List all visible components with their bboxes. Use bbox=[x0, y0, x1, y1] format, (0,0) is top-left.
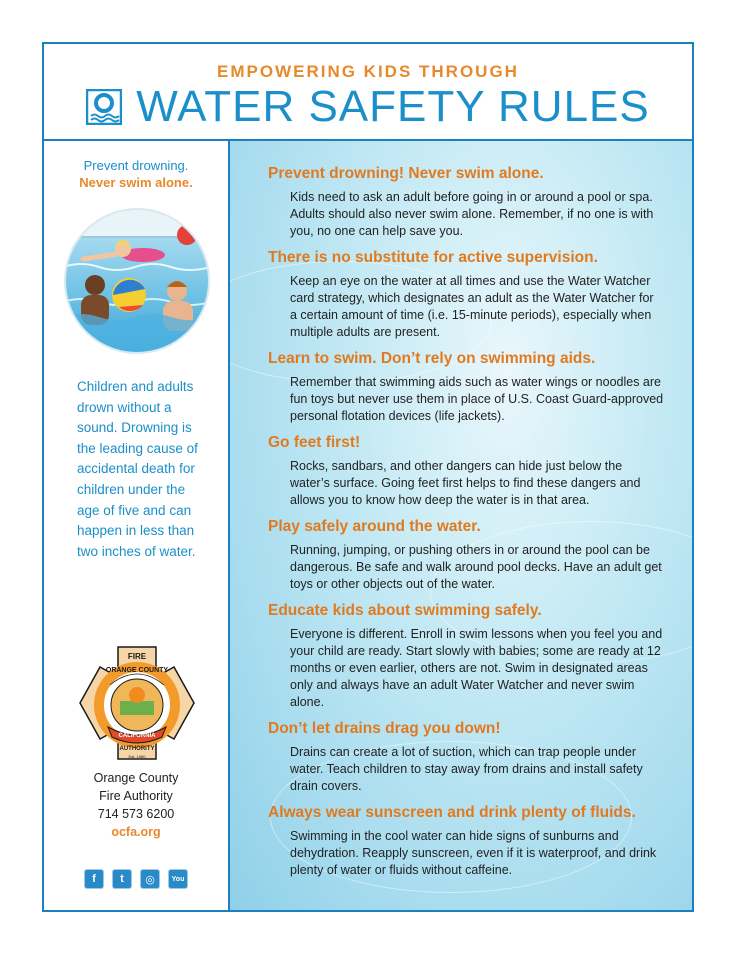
rule-title: Prevent drowning! Never swim alone. bbox=[268, 165, 544, 182]
rule-item bbox=[268, 165, 664, 240]
org-name-line2: Fire Authority bbox=[99, 789, 173, 803]
rule-title: Don’t let drains drag you down! bbox=[268, 720, 501, 737]
facebook-icon[interactable]: f bbox=[84, 869, 104, 889]
youtube-icon[interactable]: You bbox=[168, 869, 188, 889]
rule-item bbox=[268, 720, 664, 795]
org-name: Orange County bbox=[93, 771, 179, 785]
drowning-fact: Children and adults drown without a sound. Drowning is the leading cause of accidental death for children under the age of five and can happen in less than two inches of water. bbox=[77, 379, 198, 559]
badge-top-text: FIRE bbox=[127, 652, 147, 661]
page-title: WATER SAFETY RULES bbox=[136, 82, 650, 131]
org-contact bbox=[44, 769, 228, 841]
rule-text: Kids need to ask an adult before going in or around a pool or spa. Adults should also never swim alone. Remember, if no one is with you, no one can help save you. bbox=[290, 190, 654, 238]
rule-title: Always wear sunscreen and drink plenty of fluids. bbox=[268, 804, 636, 821]
rule-title: Learn to swim. Don’t rely on swimming aids. bbox=[268, 350, 596, 367]
tagline-line1: Prevent drowning. bbox=[83, 158, 189, 173]
life-ring-icon bbox=[86, 89, 122, 125]
tagline-line2: Never swim alone. bbox=[79, 175, 193, 190]
rule-text: Everyone is different. Enroll in swim lessons when you feel you and your child are ready. Start slowly with babies; some are ready at 12 months or even earlier, others are not. Swim in designated areas only and always have an adult Water Watcher and never swim alone. bbox=[290, 627, 663, 709]
org-website-link[interactable]: ocfa.org bbox=[111, 825, 161, 839]
rule-title: Go feet first! bbox=[268, 434, 361, 451]
header-subtitle: EMPOWERING KIDS THROUGH bbox=[217, 62, 519, 81]
rule-text: Drains can create a lot of suction, which can trap people under water. Teach children to stay away from drains and install safety drain covers. bbox=[290, 745, 643, 793]
rule-item bbox=[268, 518, 664, 593]
kids-swimming-illustration bbox=[63, 207, 211, 355]
rule-title: There is no substitute for active supervision. bbox=[268, 249, 598, 266]
title-row bbox=[44, 82, 692, 132]
rule-item bbox=[268, 350, 664, 425]
rule-text: Swimming in the cool water can hide signs of sunburns and dehydration. Reapply sunscreen, even if it is waterproof, and drink plenty of water or fluids without caffeine. bbox=[290, 829, 657, 877]
badge-ring-bottom-text: CALIFORNIA bbox=[118, 733, 156, 739]
sidebar-tagline bbox=[44, 157, 228, 191]
rule-title: Educate kids about swimming safely. bbox=[268, 602, 542, 619]
badge-ring-top-text: ORANGE COUNTY bbox=[105, 667, 169, 674]
rule-title: Play safely around the water. bbox=[268, 518, 481, 535]
header bbox=[44, 44, 692, 141]
rule-item bbox=[268, 804, 664, 879]
twitter-icon[interactable]: t bbox=[112, 869, 132, 889]
rule-item bbox=[268, 249, 664, 341]
rule-text: Remember that swimming aids such as water wings or noodles are fun toys but never use them in place of U.S. Coast Guard-approved personal flotation devices (life jackets). bbox=[290, 375, 664, 423]
badge-est-text: Est. 1980 bbox=[128, 754, 146, 759]
flyer-frame bbox=[42, 42, 694, 912]
badge-bottom-text: AUTHORITY bbox=[119, 746, 155, 752]
social-links bbox=[84, 869, 188, 889]
fire-authority-badge-icon bbox=[78, 645, 196, 763]
rule-text: Rocks, sandbars, and other dangers can hide just below the water’s surface. Going feet first helps to find these dangers and allows you to know how deep the water is in that area. bbox=[290, 459, 641, 507]
rules-list bbox=[268, 165, 664, 888]
rule-item bbox=[268, 602, 664, 711]
rule-item bbox=[268, 434, 664, 509]
rule-text: Running, jumping, or pushing others in or around the pool can be dangerous. Be safe and walk around pool decks. Have an adult get toys or other objects out of the water. bbox=[290, 543, 662, 591]
rule-text: Keep an eye on the water at all times and use the Water Watcher card strategy, which designates an adult as the Water Watcher for a certain amount of time (i.e. 15-minute periods), especially when multiple adults are present. bbox=[290, 274, 654, 339]
org-phone: 714 573 6200 bbox=[97, 807, 175, 821]
instagram-icon[interactable]: ◎ bbox=[140, 869, 160, 889]
sidebar bbox=[44, 141, 230, 910]
rules-panel bbox=[230, 141, 692, 910]
